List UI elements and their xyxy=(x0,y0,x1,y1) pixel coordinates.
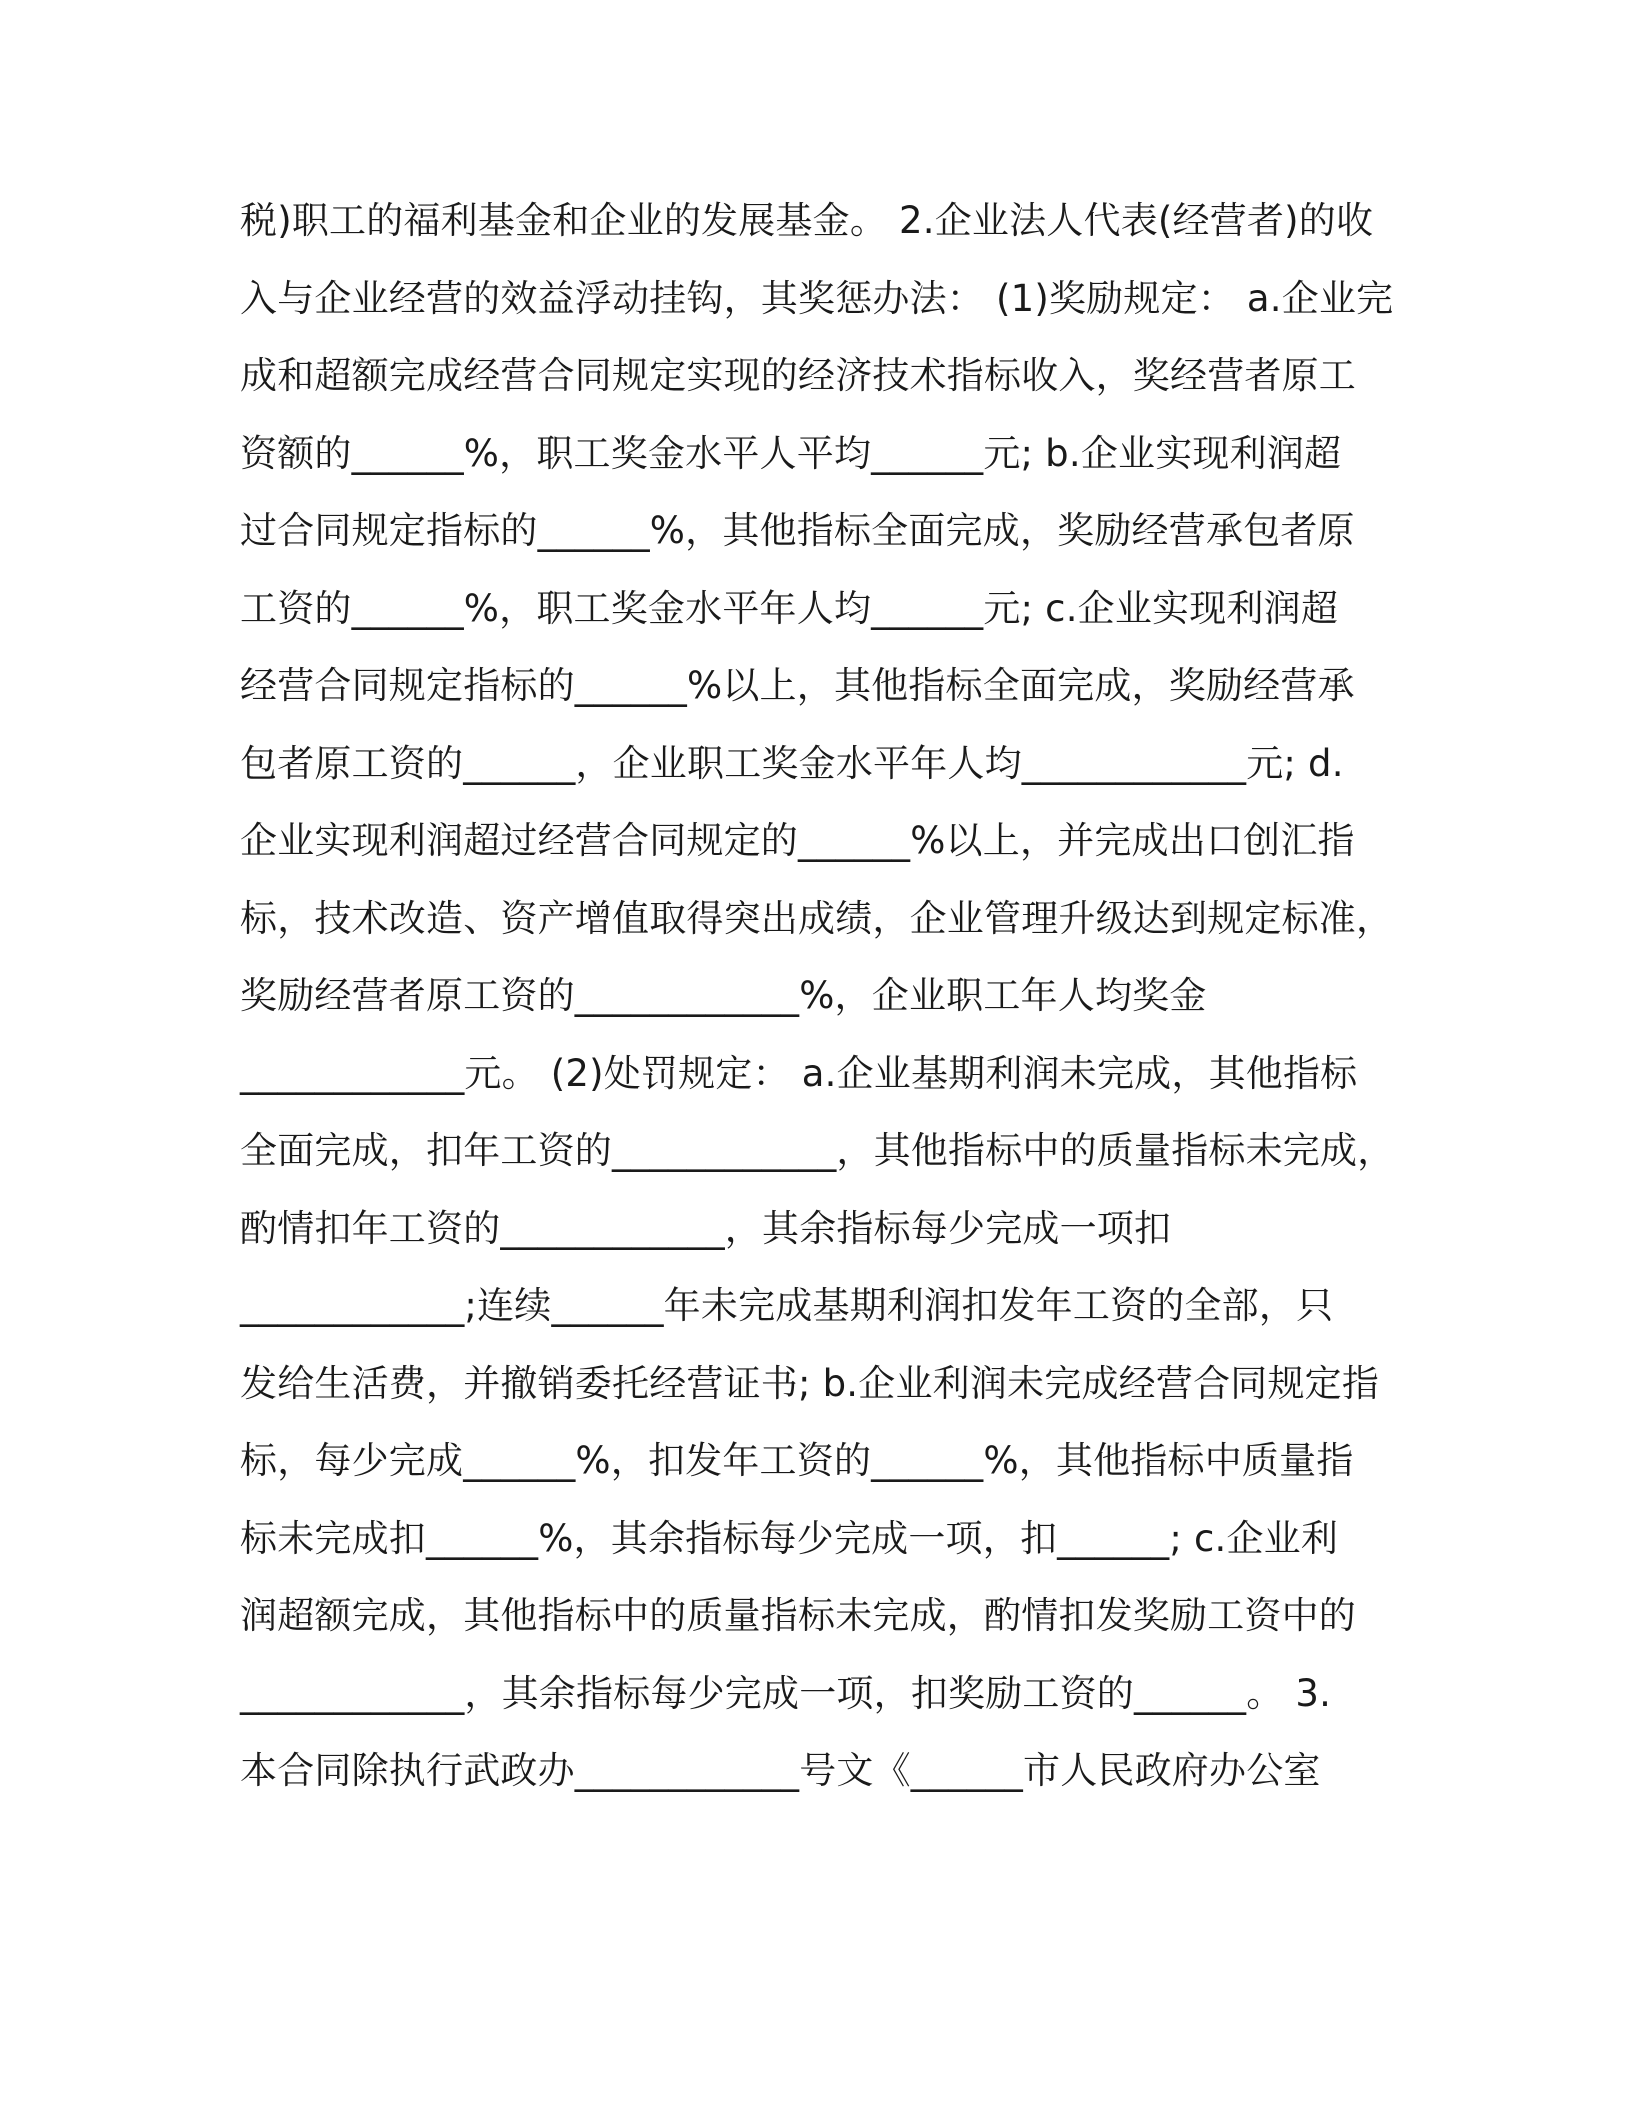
text-line-20: ____________，其余指标每少完成一项，扣奖励工资的______。 3. xyxy=(240,1671,1332,1715)
text-line-7: 经营合同规定指标的______%以上，其他指标全面完成，奖励经营承 xyxy=(240,664,1355,707)
text-line-9: 企业实现利润超过经营合同规定的______%以上，并完成出口创汇指 xyxy=(240,819,1355,862)
text-line-12: ____________元。 (2)处罚规定： a.企业基期利润未完成，其他指标 xyxy=(240,1051,1358,1095)
text-line-5: 过合同规定指标的______%，其他指标全面完成，奖励经营承包者原 xyxy=(240,509,1355,552)
text-line-3: 成和超额完成经营合同规定实现的经济技术指标收入，奖经营者原工 xyxy=(240,354,1356,397)
text-line-13: 全面完成，扣年工资的____________，其他指标中的质量指标未完成， xyxy=(240,1129,1395,1172)
text-line-6: 工资的______%，职工奖金水平年人均______元; c.企业实现利润超 xyxy=(240,586,1339,630)
text-line-4: 资额的______%，职工奖金水平人平均______元; b.企业实现利润超 xyxy=(240,431,1342,475)
text-line-21: 本合同除执行武政办____________号文《______市人民政府办公室 xyxy=(240,1749,1321,1792)
text-line-11: 奖励经营者原工资的____________%，企业职工年人均奖金 xyxy=(240,974,1207,1017)
text-line-17: 标，每少完成______%，扣发年工资的______%，其他指标中质量指 xyxy=(240,1439,1354,1482)
text-line-14: 酌情扣年工资的____________，其余指标每少完成一项扣 xyxy=(240,1206,1172,1250)
text-line-2: 入与企业经营的效益浮动挂钩，其奖惩办法： (1)奖励规定： a.企业完 xyxy=(240,276,1394,320)
text-line-1: 税)职工的福利基金和企业的发展基金。 2.企业法人代表(经营者)的收 xyxy=(240,199,1374,242)
text-line-8: 包者原工资的______，企业职工奖金水平年人均____________元; d. xyxy=(240,741,1344,785)
body-text xyxy=(240,192,1420,1820)
text-line-10: 标，技术改造、资产增值取得突出成绩，企业管理升级达到规定标准， xyxy=(240,896,1394,940)
text-line-16: 发给生活费，并撤销委托经营证书; b.企业利润未完成经营合同规定指 xyxy=(240,1361,1380,1405)
text-line-15: ____________;连续______年未完成基期利润扣发年工资的全部，只 xyxy=(240,1284,1334,1327)
text-line-19: 润超额完成，其他指标中的质量指标未完成，酌情扣发奖励工资中的 xyxy=(240,1594,1356,1637)
text-line-18: 标未完成扣______%，其余指标每少完成一项，扣______; c.企业利 xyxy=(240,1516,1339,1560)
